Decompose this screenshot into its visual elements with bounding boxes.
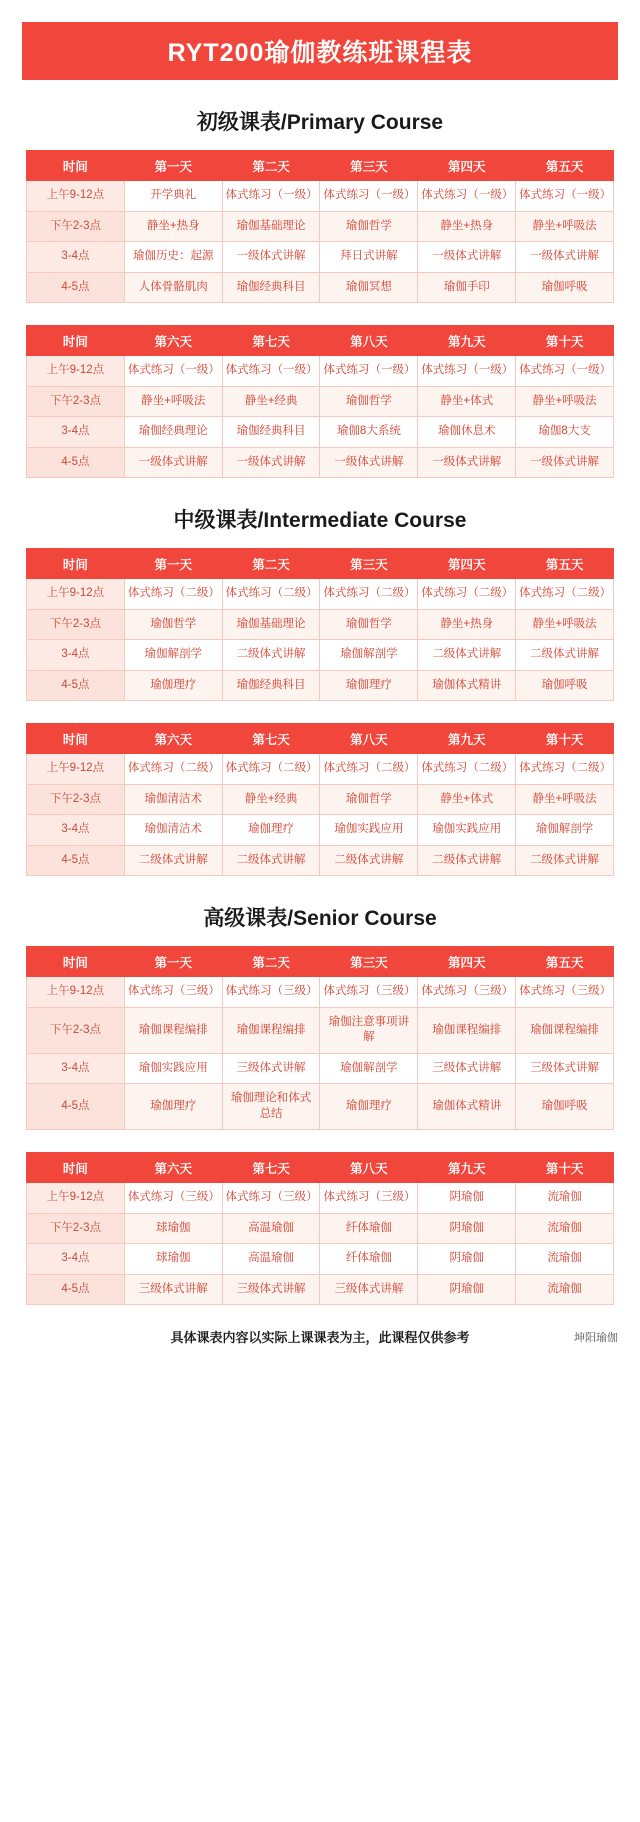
time-slot-cell: 上午9-12点 [27,1183,125,1214]
course-cell: 瑜伽手印 [418,272,516,303]
column-header-day: 第四天 [418,549,516,579]
course-cell: 瑜伽体式精讲 [418,1084,516,1130]
table-row [27,417,614,448]
time-slot-cell: 4-5点 [27,1274,125,1305]
table-header-row [27,1153,614,1183]
schedule-table [26,1152,614,1305]
course-cell: 纤体瑜伽 [320,1213,418,1244]
table-row [27,977,614,1008]
course-cell: 球瑜伽 [124,1213,222,1244]
course-cell: 瑜伽历史：起源 [124,242,222,273]
column-header-day: 第三天 [320,151,418,181]
course-cell: 体式练习（三级） [516,977,614,1008]
schedule-table [26,325,614,478]
course-cell: 静坐+体式 [418,386,516,417]
course-cell: 一级体式讲解 [418,447,516,478]
course-cell: 体式练习（三级） [222,977,320,1008]
column-header-day: 第七天 [222,326,320,356]
time-slot-cell: 下午2-3点 [27,609,125,640]
table-row [27,1183,614,1214]
footer-note: 具体课表内容以实际上课课表为主，此课程仅供参考 [170,1330,470,1346]
column-header-time: 时间 [27,947,125,977]
page-footer [22,1327,618,1346]
course-cell: 瑜伽呼吸 [516,670,614,701]
course-cell: 流瑜伽 [516,1183,614,1214]
course-cell: 体式练习（三级） [124,977,222,1008]
column-header-day: 第七天 [222,724,320,754]
course-cell: 体式练习（一级） [222,181,320,212]
table-row [27,1244,614,1275]
table-row [27,356,614,387]
course-cell: 球瑜伽 [124,1244,222,1275]
course-cell: 体式练习（一级） [320,181,418,212]
table-row [27,784,614,815]
section-title: 初级课表/Primary Course [196,111,444,134]
course-cell: 三级体式讲解 [222,1274,320,1305]
column-header-day: 第三天 [320,549,418,579]
time-slot-cell: 3-4点 [27,417,125,448]
course-cell: 体式练习（二级） [418,579,516,610]
column-header-day: 第二天 [222,947,320,977]
column-header-day: 第五天 [516,549,614,579]
column-header-day: 第二天 [222,151,320,181]
course-cell: 瑜伽哲学 [320,211,418,242]
time-slot-cell: 4-5点 [27,272,125,303]
course-cell: 瑜伽课程编排 [516,1007,614,1053]
course-cell: 开学典礼 [124,181,222,212]
course-cell: 阴瑜伽 [418,1274,516,1305]
course-cell: 瑜伽理疗 [320,670,418,701]
schedule-table [26,946,614,1130]
column-header-day: 第十天 [516,326,614,356]
course-cell: 阴瑜伽 [418,1244,516,1275]
column-header-day: 第五天 [516,151,614,181]
course-cell: 高温瑜伽 [222,1244,320,1275]
course-cell: 流瑜伽 [516,1274,614,1305]
time-slot-cell: 下午2-3点 [27,1213,125,1244]
schedule-table [26,548,614,701]
course-cell: 瑜伽理论和体式总结 [222,1084,320,1130]
time-slot-cell: 下午2-3点 [27,1007,125,1053]
column-header-day: 第六天 [124,326,222,356]
time-slot-cell: 4-5点 [27,447,125,478]
course-cell: 体式练习（三级） [124,1183,222,1214]
course-cell: 静坐+呼吸法 [516,211,614,242]
table-row [27,815,614,846]
course-cell: 三级体式讲解 [124,1274,222,1305]
course-cell: 瑜伽清洁术 [124,815,222,846]
course-cell: 体式练习（二级） [320,754,418,785]
column-header-day: 第十天 [516,724,614,754]
course-cell: 二级体式讲解 [222,845,320,876]
course-cell: 瑜伽呼吸 [516,272,614,303]
course-cell: 纤体瑜伽 [320,1244,418,1275]
course-cell: 三级体式讲解 [418,1053,516,1084]
course-cell: 瑜伽经典科目 [222,670,320,701]
table-row [27,670,614,701]
table-row [27,1213,614,1244]
column-header-day: 第七天 [222,1153,320,1183]
course-cell: 体式练习（二级） [516,579,614,610]
course-cell: 体式练习（一级） [124,356,222,387]
table-row [27,754,614,785]
column-header-day: 第九天 [418,724,516,754]
time-slot-cell: 3-4点 [27,1244,125,1275]
course-cell: 瑜伽解剖学 [516,815,614,846]
column-header-day: 第一天 [124,947,222,977]
course-cell: 体式练习（二级） [124,754,222,785]
course-cell: 瑜伽哲学 [320,386,418,417]
table-row [27,1274,614,1305]
table-row [27,181,614,212]
column-header-day: 第四天 [418,151,516,181]
course-cell: 体式练习（二级） [124,579,222,610]
table-header-row [27,326,614,356]
table-header-row [27,724,614,754]
course-cell: 二级体式讲解 [124,845,222,876]
time-slot-cell: 上午9-12点 [27,579,125,610]
course-cell: 瑜伽课程编排 [222,1007,320,1053]
course-cell: 瑜伽课程编排 [418,1007,516,1053]
table-row [27,1053,614,1084]
course-schedule-page [0,22,640,1822]
course-cell: 体式练习（二级） [516,754,614,785]
column-header-day: 第八天 [320,724,418,754]
schedule-table [26,150,614,303]
course-cell: 瑜伽解剖学 [320,640,418,671]
course-cell: 静坐+经典 [222,784,320,815]
column-header-day: 第六天 [124,724,222,754]
course-cell: 瑜伽理疗 [320,1084,418,1130]
time-slot-cell: 4-5点 [27,1084,125,1130]
course-cell: 二级体式讲解 [418,845,516,876]
time-slot-cell: 4-5点 [27,670,125,701]
course-cell: 静坐+呼吸法 [124,386,222,417]
course-cell: 三级体式讲解 [222,1053,320,1084]
course-cell: 瑜伽解剖学 [320,1053,418,1084]
table-row [27,272,614,303]
time-slot-cell: 上午9-12点 [27,181,125,212]
course-cell: 体式练习（一级） [222,356,320,387]
course-cell: 瑜伽实践应用 [418,815,516,846]
course-cell: 高温瑜伽 [222,1213,320,1244]
column-header-day: 第六天 [124,1153,222,1183]
course-cell: 瑜伽解剖学 [124,640,222,671]
time-slot-cell: 下午2-3点 [27,386,125,417]
column-header-time: 时间 [27,549,125,579]
course-cell: 瑜伽经典科目 [222,272,320,303]
course-cell: 体式练习（一级） [516,356,614,387]
column-header-time: 时间 [27,724,125,754]
table-row [27,211,614,242]
course-cell: 瑜伽哲学 [124,609,222,640]
course-cell: 瑜伽8大支 [516,417,614,448]
table-row [27,609,614,640]
course-cell: 二级体式讲解 [222,640,320,671]
table-row [27,640,614,671]
column-header-day: 第三天 [320,947,418,977]
time-slot-cell: 下午2-3点 [27,784,125,815]
section-title: 中级课表/Intermediate Course [173,509,467,533]
course-cell: 人体骨骼肌肉 [124,272,222,303]
table-row [27,1084,614,1130]
column-header-day: 第二天 [222,549,320,579]
time-slot-cell: 4-5点 [27,845,125,876]
course-cell: 瑜伽基础理论 [222,211,320,242]
column-header-time: 时间 [27,1153,125,1183]
course-cell: 静坐+呼吸法 [516,386,614,417]
course-cell: 体式练习（二级） [418,754,516,785]
course-cell: 瑜伽经典理论 [124,417,222,448]
column-header-day: 第四天 [418,947,516,977]
column-header-day: 第一天 [124,549,222,579]
table-header-row [27,151,614,181]
course-cell: 瑜伽体式精讲 [418,670,516,701]
time-slot-cell: 3-4点 [27,815,125,846]
course-cell: 瑜伽实践应用 [124,1053,222,1084]
course-cell: 流瑜伽 [516,1213,614,1244]
course-cell: 三级体式讲解 [516,1053,614,1084]
table-row [27,579,614,610]
section-title: 高级课表/Senior Course [203,907,437,931]
course-cell: 体式练习（一级） [418,181,516,212]
course-cell: 二级体式讲解 [516,845,614,876]
course-cell: 一级体式讲解 [222,447,320,478]
course-cell: 瑜伽8大系统 [320,417,418,448]
column-header-day: 第九天 [418,1153,516,1183]
course-cell: 体式练习（三级） [418,977,516,1008]
course-cell: 体式练习（三级） [222,1183,320,1214]
course-cell: 静坐+热身 [418,211,516,242]
page-title: RYT200瑜伽教练班课程表 [167,39,473,67]
course-cell: 阴瑜伽 [418,1183,516,1214]
table-row [27,386,614,417]
column-header-time: 时间 [27,151,125,181]
table-row [27,447,614,478]
course-cell: 静坐+呼吸法 [516,609,614,640]
column-header-day: 第十天 [516,1153,614,1183]
course-cell: 瑜伽经典科目 [222,417,320,448]
course-cell: 三级体式讲解 [320,1274,418,1305]
course-cell: 瑜伽理疗 [124,670,222,701]
column-header-time: 时间 [27,326,125,356]
course-cell: 体式练习（二级） [222,579,320,610]
course-cell: 一级体式讲解 [516,447,614,478]
course-cell: 瑜伽基础理论 [222,609,320,640]
schedule-sections [0,106,640,1305]
page-banner [22,22,618,80]
time-slot-cell: 下午2-3点 [27,211,125,242]
course-cell: 二级体式讲解 [418,640,516,671]
schedule-table [26,723,614,876]
table-row [27,845,614,876]
course-cell: 体式练习（一级） [516,181,614,212]
course-cell: 一级体式讲解 [418,242,516,273]
course-cell: 一级体式讲解 [320,447,418,478]
course-cell: 静坐+经典 [222,386,320,417]
course-cell: 拜日式讲解 [320,242,418,273]
course-cell: 瑜伽理疗 [124,1084,222,1130]
course-cell: 体式练习（一级） [418,356,516,387]
column-header-day: 第一天 [124,151,222,181]
column-header-day: 第五天 [516,947,614,977]
course-cell: 静坐+热身 [124,211,222,242]
time-slot-cell: 上午9-12点 [27,356,125,387]
course-cell: 二级体式讲解 [320,845,418,876]
course-cell: 瑜伽清洁术 [124,784,222,815]
table-header-row [27,549,614,579]
course-cell: 瑜伽理疗 [222,815,320,846]
course-cell: 一级体式讲解 [124,447,222,478]
course-cell: 一级体式讲解 [516,242,614,273]
time-slot-cell: 上午9-12点 [27,977,125,1008]
column-header-day: 第八天 [320,1153,418,1183]
course-cell: 瑜伽实践应用 [320,815,418,846]
course-cell: 体式练习（二级） [222,754,320,785]
course-cell: 瑜伽冥想 [320,272,418,303]
time-slot-cell: 3-4点 [27,242,125,273]
course-cell: 二级体式讲解 [516,640,614,671]
footer-brand: 坤阳瑜伽 [574,1332,618,1345]
course-cell: 一级体式讲解 [222,242,320,273]
course-cell: 静坐+体式 [418,784,516,815]
course-cell: 体式练习（二级） [320,579,418,610]
course-cell: 瑜伽哲学 [320,609,418,640]
course-cell: 体式练习（三级） [320,1183,418,1214]
table-row [27,242,614,273]
course-cell: 体式练习（三级） [320,977,418,1008]
course-cell: 瑜伽课程编排 [124,1007,222,1053]
column-header-day: 第八天 [320,326,418,356]
column-header-day: 第九天 [418,326,516,356]
table-header-row [27,947,614,977]
time-slot-cell: 上午9-12点 [27,754,125,785]
course-cell: 瑜伽哲学 [320,784,418,815]
table-row [27,1007,614,1053]
time-slot-cell: 3-4点 [27,640,125,671]
course-cell: 瑜伽注意事项讲解 [320,1007,418,1053]
course-cell: 静坐+热身 [418,609,516,640]
course-cell: 流瑜伽 [516,1244,614,1275]
course-cell: 瑜伽休息术 [418,417,516,448]
time-slot-cell: 3-4点 [27,1053,125,1084]
course-cell: 阴瑜伽 [418,1213,516,1244]
course-cell: 静坐+呼吸法 [516,784,614,815]
course-cell: 体式练习（一级） [320,356,418,387]
course-cell: 瑜伽呼吸 [516,1084,614,1130]
